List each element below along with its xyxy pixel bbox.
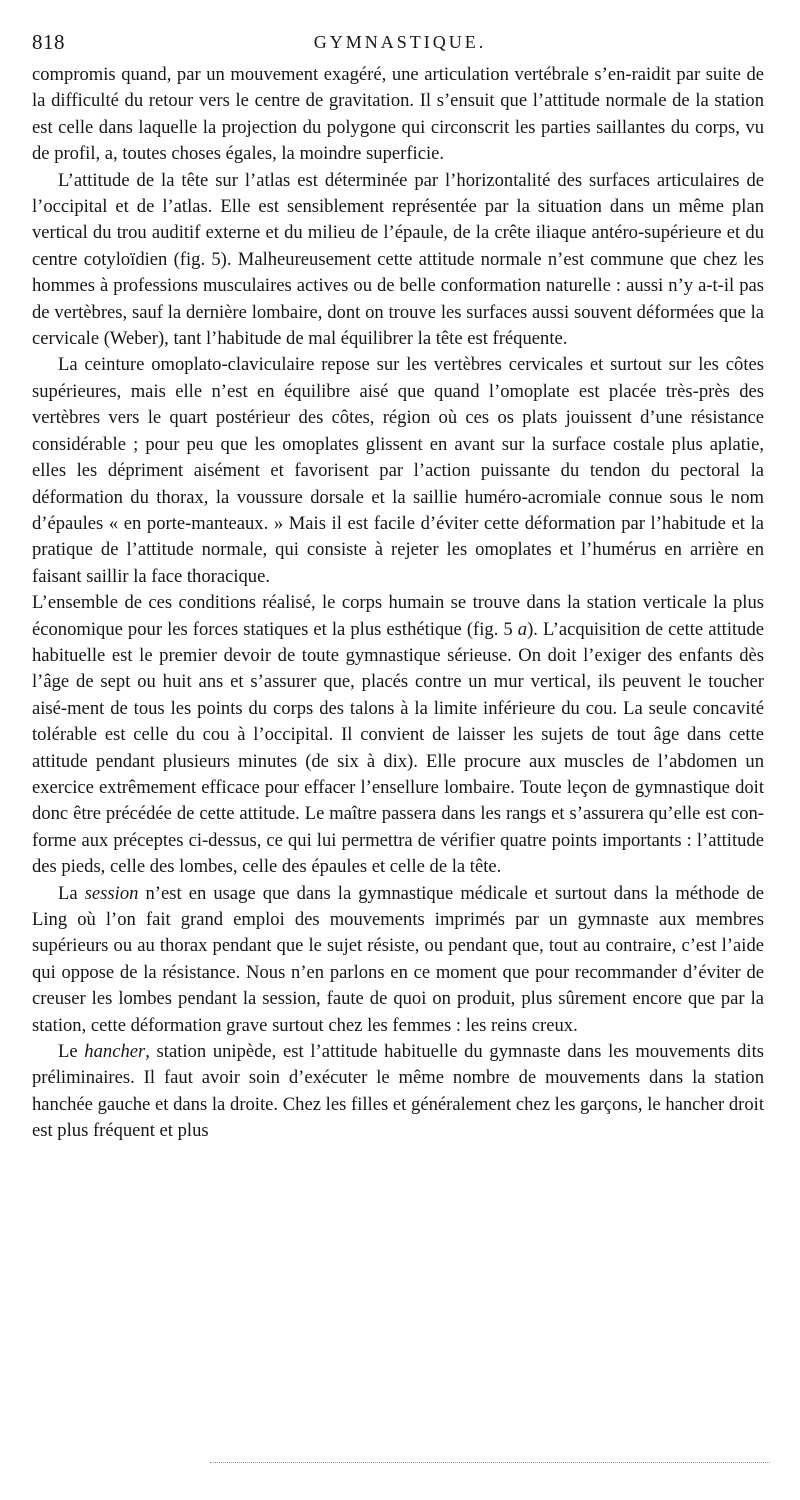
term-session: session [84,882,139,904]
paragraph-4 [32,590,764,880]
body-text [32,62,764,1145]
paragraph-3 [32,352,764,590]
paragraph-text: La [58,882,85,904]
paragraph-6 [32,1039,764,1145]
term-hancher: hancher [84,1041,146,1063]
paragraph-text: ). L’acquisition de cette attitude habituelle est le premier devoir de toute gymnastique sérieuse. On doit l’exiger des enfants dès l’âge de sept ou huit ans et s’assurer que, placés contre un mur vertical, ils peuvent le toucher aisé-ment de tous les points du corps des talons à la limite inférieure du cou. La seule concavité tolérable est celle du cou à l’occipital. Il convient de laisser les sujets de tout âge dans cette attitude pendant plusieurs minutes (de six à dix). Elle procure aux muscles de l’abdomen un exercice extrêmement efficace pour effacer l’ensellure lombaire. Toute leçon de gymnastique doit donc être précédée de cette attitude. Le maître passera dans les rangs et s’assurera qu’elle est con-forme aux préceptes ci-dessus, ce qui lui permettra de vérifier quatre points importants : l’attitude des pieds, celle des lombes, celle des épaules et celle de la tête. [32,618,764,878]
figure-letter: a [517,618,528,640]
paragraph-text: n’est en usage que dans la gymnastique médicale et surtout dans la méthode de Ling où l’on fait grand emploi des mouvements imprimés par un gymnaste aux membres supérieurs ou au thorax pendant que le sujet résiste, ou pendant que, tout au contraire, c’est l’aide qui oppose de la résistance. Nous n’en parlons en ce moment que pour recommander d’éviter de creuser les lombes pendant la session, faute de quoi on produit, plus sûrement encore que par la station, cette déformation grave surtout chez les femmes : les reins creux. [32,882,764,1036]
paragraph-text: L’ensemble de ces conditions réalisé, le corps humain se trouve dans la station verticale la plus économique pour les forces statiques et la plus esthétique (fig. 5 [32,592,764,640]
paragraph-1 [32,62,764,168]
paragraph-text: , station unipède, est l’attitude habituelle du gymnaste dans les mouvements dits préliminaires. Il faut avoir soin d’exécuter le même nombre de mouvements dans la station hanchée gauche et dans la droite. Chez les filles et généralement chez les garçons, le hancher droit est plus fréquent et plus [32,1041,764,1142]
bottom-divider [210,1462,770,1463]
page-number: 818 [32,30,65,54]
page-header [32,30,768,60]
paragraph-text: Le [58,1041,85,1063]
paragraph-text: compromis quand, par un mouvement exagéré, une articulation vertébrale s’en-raidit par suite de la difficulté du retour vers le centre de gravitation. Il s’ensuit que l’attitude normale de la station est celle dans laquelle la projection du polygone qui circonscrit les parties saillantes du corps, vu de profil, a, toutes choses égales, la moindre superficie. [32,64,764,165]
paragraph-2 [32,168,764,353]
running-head: GYMNASTIQUE. [313,32,487,52]
paragraph-text: L’attitude de la tête sur l’atlas est déterminée par l’horizontalité des surfaces articulaires de l’occipital et de l’atlas. Elle est sensiblement représentée par la situation dans un même plan vertical du trou auditif externe et du milieu de l’épaule, de la crête iliaque antéro-supérieure et du centre cotyloïdien (fig. 5). Malheureusement cette attitude normale n’est commune que chez les hommes à professions musculaires actives ou de belle conformation naturelle : aussi n’y a-t-il pas de vertèbres, sauf la dernière lombaire, dont on trouve les surfaces aussi souvent déformées que la cervicale (Weber), tant l’habitude de mal équilibrer la tête est fréquente. [32,169,764,350]
paragraph-text: La ceinture omoplato-claviculaire repose sur les vertèbres cervicales et surtout sur les côtes supérieures, mais elle n’est en équilibre aisé que quand l’omoplate est placée très-près des vertèbres vers le quart postérieur des côtes, région où ces os plats jouissent d’une résistance considérable ; pour peu que les omoplates glissent en avant sur la surface costale plus aplatie, elles les dépriment aisément et favorisent par l’action puissante du tendon du pectoral la déformation du thorax, la voussure dorsale et la saillie huméro-acromiale connue sous le nom d’épaules « en porte-manteaux. » Mais il est facile d’éviter cette déformation par l’habitude et la pratique de l’attitude normale, qui consiste à rejeter les omoplates et l’humérus en arrière en faisant saillir la face thoracique. [32,354,764,587]
paragraph-5 [32,881,764,1039]
